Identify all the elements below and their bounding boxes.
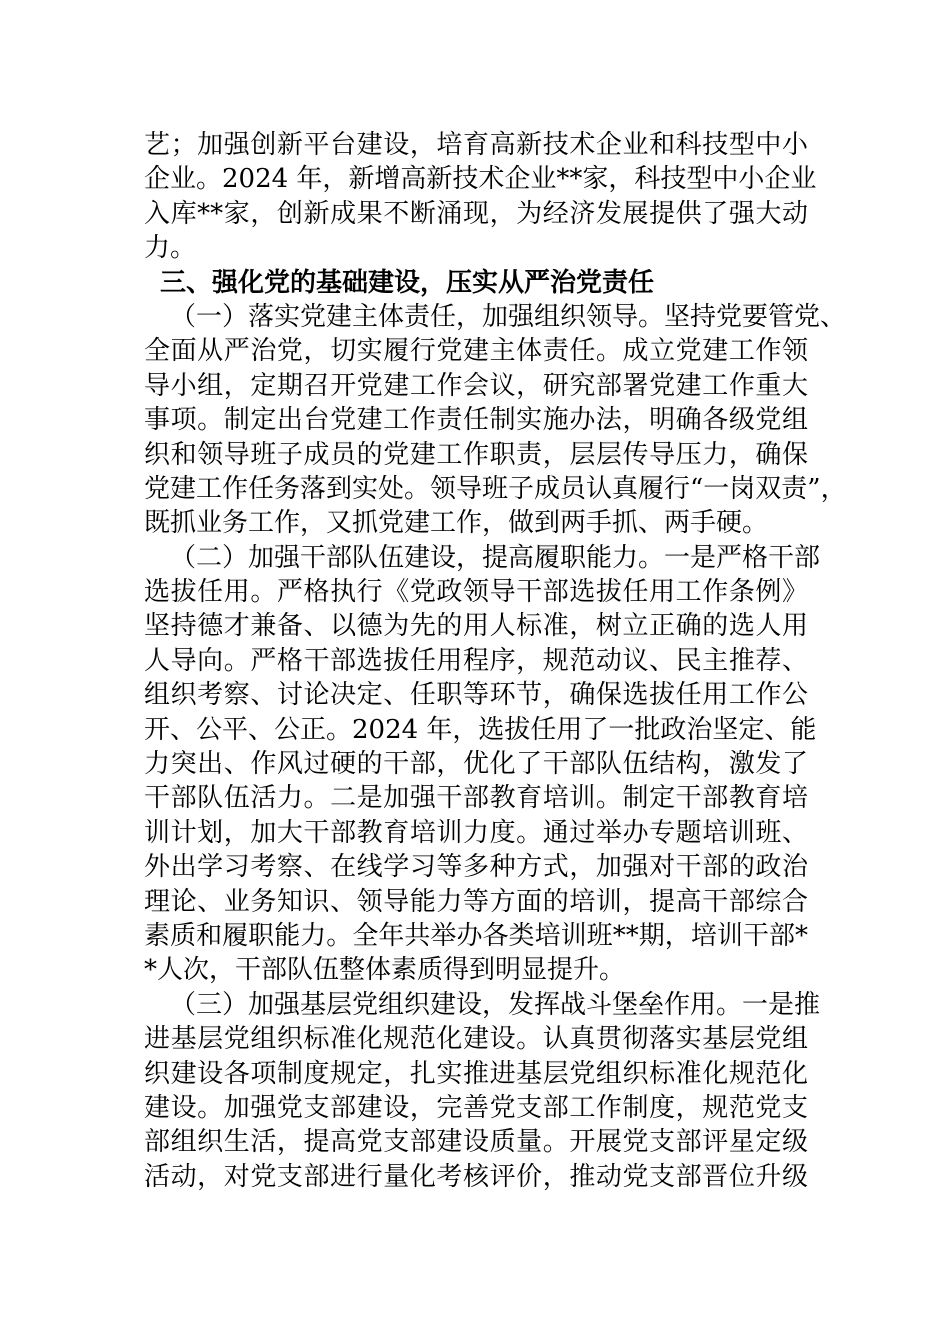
paragraph-line: 进基层党组织标准化规范化建设。认真贯彻落实基层党组 <box>144 1024 808 1055</box>
paragraph-line: （一）落实党建主体责任，加强组织领导。坚持党要管党、 <box>170 301 847 332</box>
paragraph-line: 力。 <box>144 233 197 264</box>
paragraph-line: 入库**家，创新成果不断涌现，为经济发展提供了强大动 <box>144 198 808 229</box>
paragraph-line: 党建工作任务落到实处。领导班子成员认真履行“一岗双责”， <box>144 473 847 504</box>
paragraph-line: 织和领导班子成员的党建工作职责，层层传导压力，确保 <box>144 439 808 470</box>
paragraph-line: 企业。2024 年，新增高新技术企业**家，科技型中小企业 <box>144 164 817 195</box>
paragraph-line: （三）加强基层党组织建设，发挥战斗堡垒作用。一是推 <box>170 989 821 1020</box>
paragraph-line: 素质和履职能力。全年共举办各类培训班**期，培训干部* <box>144 920 808 951</box>
paragraph-line: 织建设各项制度规定，扎实推进基层党组织标准化规范化 <box>144 1058 808 1089</box>
paragraph-line: 活动，对党支部进行量化考核评价，推动党支部晋位升级 <box>144 1161 808 1192</box>
paragraph-line: 建设。加强党支部建设，完善党支部工作制度，规范党支 <box>144 1092 808 1123</box>
paragraph-line: 部组织生活，提高党支部建设质量。开展党支部评星定级 <box>144 1127 808 1158</box>
paragraph-line: 训计划，加大干部教育培训力度。通过举办专题培训班、 <box>144 817 808 848</box>
paragraph-line: 外出学习考察、在线学习等多种方式，加强对干部的政治 <box>144 852 808 883</box>
paragraph-line: 干部队伍活力。二是加强干部教育培训。制定干部教育培 <box>144 783 808 814</box>
paragraph-line: 既抓业务工作，又抓党建工作，做到两手抓、两手硬。 <box>144 508 769 539</box>
paragraph-line: 事项。制定出台党建工作责任制实施办法，明确各级党组 <box>144 405 808 436</box>
section-heading: 三、强化党的基础建设，压实从严治党责任 <box>160 267 655 298</box>
paragraph-line: 选拔任用。严格执行《党政领导干部选拔任用工作条例》 <box>144 577 808 608</box>
paragraph-line: 组织考察、讨论决定、任职等环节，确保选拔任用工作公 <box>144 680 808 711</box>
paragraph-line: 人导向。严格干部选拔任用程序，规范动议、民主推荐、 <box>144 645 808 676</box>
paragraph-line: 导小组，定期召开党建工作会议，研究部署党建工作重大 <box>144 370 808 401</box>
document-body <box>144 128 847 1194</box>
paragraph-line: 理论、业务知识、领导能力等方面的培训，提高干部综合 <box>144 886 808 917</box>
paragraph-line: 艺；加强创新平台建设，培育高新技术企业和科技型中小 <box>144 130 808 160</box>
paragraph-line: *人次，干部队伍整体素质得到明显提升。 <box>144 955 626 986</box>
paragraph-line: 力突出、作风过硬的干部，优化了干部队伍结构，激发了 <box>144 749 808 780</box>
paragraph-line: 全面从严治党，切实履行党建主体责任。成立党建工作领 <box>144 336 808 367</box>
paragraph-line: （二）加强干部队伍建设，提高履职能力。一是严格干部 <box>170 542 821 573</box>
paragraph-line: 坚持德才兼备、以德为先的用人标准，树立正确的选人用 <box>144 611 808 642</box>
paragraph-line: 开、公平、公正。2024 年，选拔任用了一批政治坚定、能 <box>144 714 817 745</box>
